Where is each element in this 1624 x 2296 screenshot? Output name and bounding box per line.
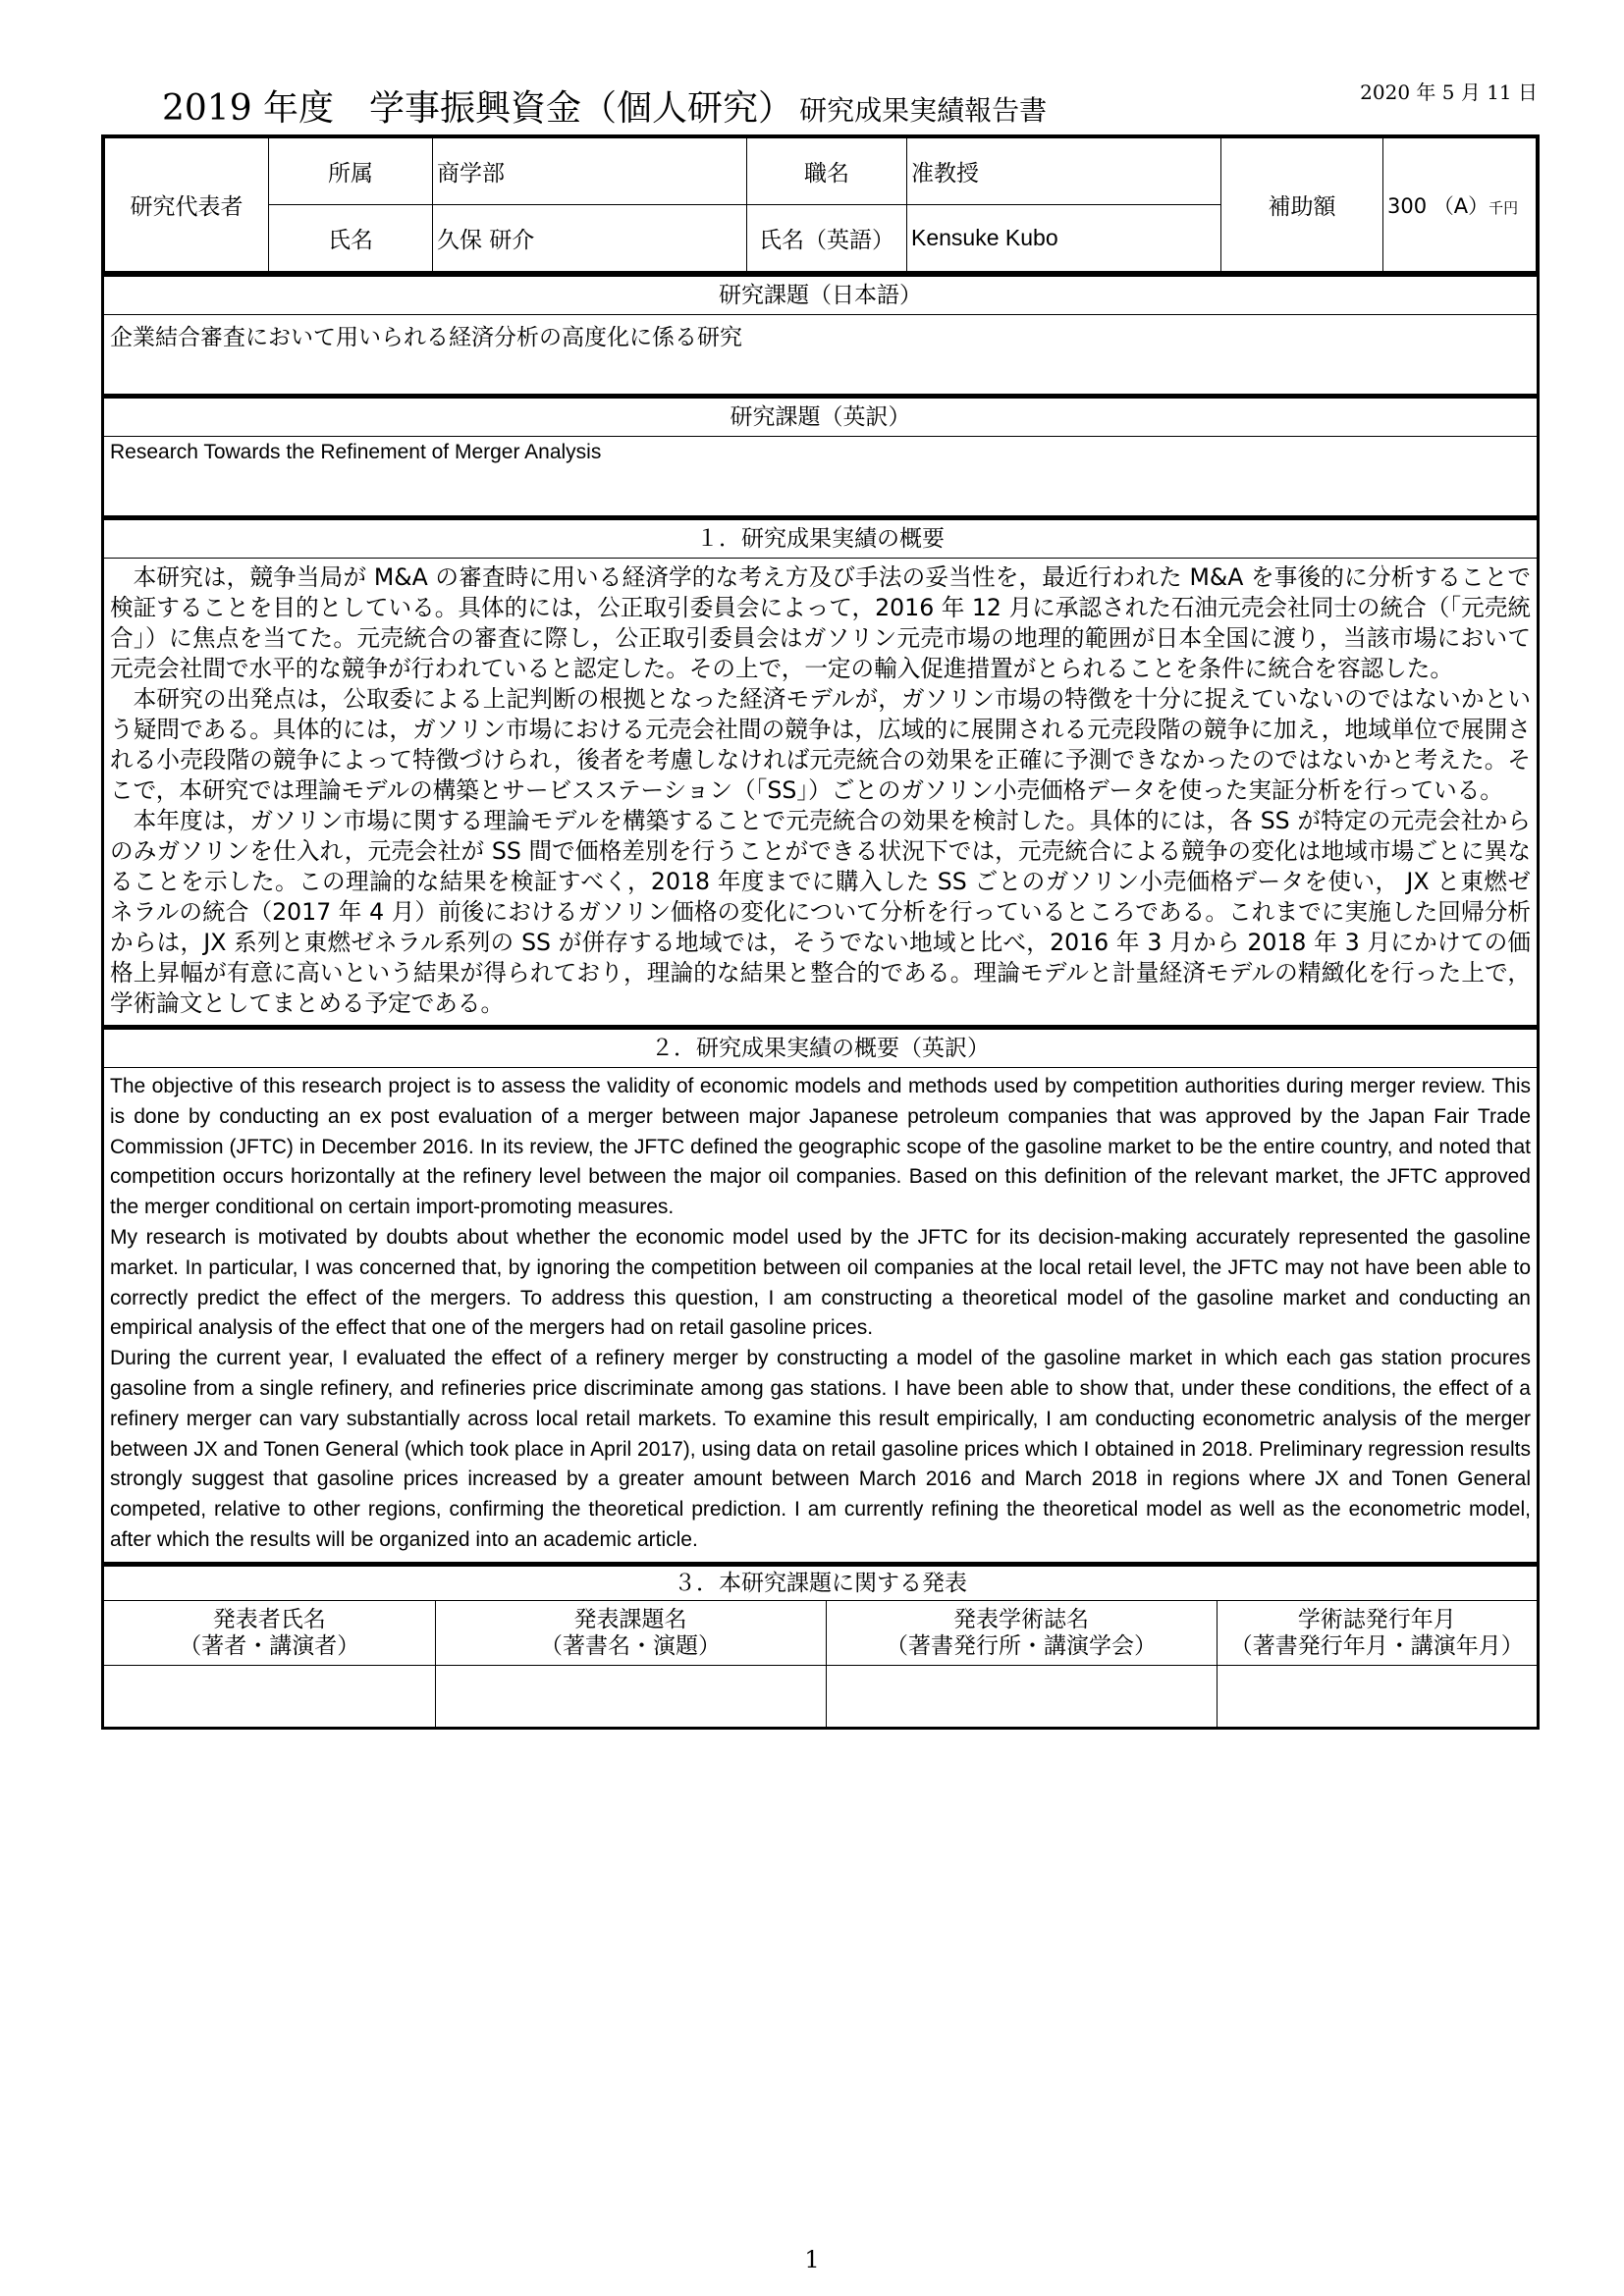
position-value: 准教授	[907, 138, 1221, 205]
name-label: 氏名	[269, 205, 433, 272]
page-title	[162, 80, 1047, 131]
table-cell	[104, 1666, 435, 1727]
header-line: 発表者氏名	[212, 1606, 326, 1632]
table-cell	[435, 1666, 826, 1727]
title-jp-section	[104, 272, 1537, 394]
table-row	[104, 1666, 1537, 1727]
column-header-title	[435, 1601, 826, 1666]
paragraph: The objective of this research project is to assess the validity of economic models and methods used by competition authorities during merger review. This is done by conducting an ex post evaluation of a merger between major Japanese petroleum companies that was approved by the Japan Fair Trade Commission (JFTC) in December 2016. In its review, the JFTC defined the geographic scope of the gasoline market to be the entire country, and noted that competition occurs horizontally at the refinery level between the major oil companies. Based on this definition of the relevant market, the JFTC approved the merger conditional on certain import-promoting measures.	[110, 1075, 1531, 1219]
table-cell	[1217, 1666, 1537, 1727]
presentations-table	[104, 1601, 1537, 1727]
summary-jp-heading: １．研究成果実績の概要	[104, 520, 1537, 559]
header-line: 発表課題名	[573, 1606, 687, 1632]
title-en-section	[104, 394, 1537, 515]
affiliation-value: 商学部	[433, 138, 747, 205]
header-line: 学術誌発行年月	[1297, 1606, 1456, 1632]
position-label: 職名	[747, 138, 907, 205]
grant-label: 補助額	[1221, 138, 1383, 272]
header-line: （著書名・演題）	[540, 1632, 721, 1659]
representative-label: 研究代表者	[105, 138, 269, 272]
presentations-section	[104, 1562, 1537, 1727]
presentations-heading: ３．本研究課題に関する発表	[104, 1567, 1537, 1601]
table-cell	[826, 1666, 1217, 1727]
paragraph: My research is motivated by doubts about whether the economic model used by the JFTC for its decision-making accurately represented the gasoline market. In particular, I was concerned that, by ignoring the competition between oil companies at the local retail level, the JFTC may not have been able to correctly predict the effect of the mergers. To address this question, I am constructing a theoretical model of the gasoline market and conducting an empirical analysis of the effect that one of the mergers had on retail gasoline prices.	[110, 1225, 1531, 1340]
summary-en-body	[104, 1068, 1537, 1562]
summary-jp-body	[104, 559, 1537, 1025]
paragraph: 本研究の出発点は，公取委による上記判断の根拠となった経済モデルが，ガソリン市場の特徴を十分に捉えていないのではないかという疑問である。具体的には，ガソリン市場における元売会社間の競争は，広域的に展開される元売段階の競争に加え，地域単位で展開される小売段階の競争によって特徴づけられ，後者を考慮しなければ元売統合の効果を正確に予測できなかったのではないかと考えた。そこで，本研究では理論モデルの構築とサービスステーション（「SS」）ごとのガソリン小売価格データを使った実証分析を行っている。	[110, 685, 1531, 804]
summary-en-heading: ２．研究成果実績の概要（英訳）	[104, 1030, 1537, 1068]
title-jp-text: 企業結合審査において用いられる経済分析の高度化に係る研究	[110, 325, 742, 350]
grant-unit: 千円	[1489, 198, 1519, 217]
summary-jp-section	[104, 515, 1537, 1025]
column-header-presenter	[104, 1601, 435, 1666]
paragraph: During the current year, I evaluated the effect of a refinery merger by constructing a model of the gasoline market in which each gas station procures gasoline from a single refinery, and refineries price discriminate among gas stations. I have been able to show that, under these conditions, the effect of a refinery merger can vary substantially across local retail markets. To examine this result empirically, I am conducting econometric analysis of the merger between JX and Tonen General (which took place in April 2017), using data on retail gasoline prices which I obtained in 2018. Preliminary regression results strongly suggest that gasoline prices increased by a greater amount between March 2016 and March 2018 in regions where JX and Tonen General competed, relative to other regions, confirming the theoretical prediction. I am currently refining the theoretical model as well as the econometric model, after which the results will be organized into an academic article.	[110, 1347, 1531, 1551]
paragraph: 本年度は，ガソリン市場に関する理論モデルを構築することで元売統合の効果を検討した。具体的には，各 SS が特定の元売会社からのみガソリンを仕入れ，元売会社が SS 間で価格差別を行うことができる状況下では，元売統合による競争の変化は地域市場ごとに異なることを示した。この理論的な結果を検証すべく，2018 年度までに購入した SS ごとのガソリン小売価格データを使い， JX と東燃ゼネラルの統合（2017 年 4 月）前後におけるガソリン価格の変化について分析を行っているところである。これまでに実施した回帰分析からは，JX 系列と東燃ゼネラル系列の SS が併存する地域では，そうでない地域と比べ，2016 年 3 月から 2018 年 3 月にかけての価格上昇幅が有意に高いという結果が得られており，理論的な結果と整合的である。理論モデルと計量経済モデルの精緻化を行った上で，学術論文としてまとめる予定である。	[110, 807, 1531, 1017]
name-en-label: 氏名（英語）	[747, 205, 907, 272]
header-line: （著者・講演者）	[179, 1632, 360, 1659]
title-sub: 研究成果実績報告書	[799, 94, 1048, 127]
header-line: 発表学術誌名	[953, 1606, 1089, 1632]
header-line: （著書発行所・講演学会）	[886, 1632, 1157, 1659]
name-en-value: Kensuke Kubo	[907, 205, 1221, 272]
report-form	[101, 134, 1540, 1730]
summary-en-section	[104, 1025, 1537, 1562]
column-header-date	[1217, 1601, 1537, 1666]
grant-amount	[1383, 138, 1537, 272]
name-value: 久保 研介	[433, 205, 747, 272]
title-en-heading: 研究課題（英訳）	[104, 399, 1537, 437]
column-header-journal	[826, 1601, 1217, 1666]
info-table	[104, 137, 1537, 272]
page-number: 1	[804, 2246, 820, 2273]
grant-value: 300 （A）	[1387, 193, 1489, 218]
title-en-text: Research Towards the Refinement of Merger Analysis	[110, 441, 602, 463]
title-main: 2019 年度 学事振興資金（個人研究）	[162, 88, 794, 129]
affiliation-label: 所属	[269, 138, 433, 205]
title-jp-heading: 研究課題（日本語）	[104, 277, 1537, 315]
header-line: （著書発行年月・講演年月）	[1229, 1632, 1524, 1659]
paragraph: 本研究は，競争当局が M&A の審査時に用いる経済学的な考え方及び手法の妥当性を，最近行われた M&A を事後的に分析することで検証することを目的としている。具体的には，公正取引委員会によって，2016 年 12 月に承認された石油元売会社同士の統合（「元売統合」）に焦点を当てた。元売統合の審査に際し，公正取引委員会はガソリン元売市場の地理的範囲が日本全国に渡り，当該市場において元売会社間で水平的な競争が行われていると認定した。その上で，一定の輸入促進措置がとられることを条件に統合を容認した。	[110, 563, 1531, 682]
report-date: 2020 年 5 月 11 日	[1360, 80, 1538, 104]
